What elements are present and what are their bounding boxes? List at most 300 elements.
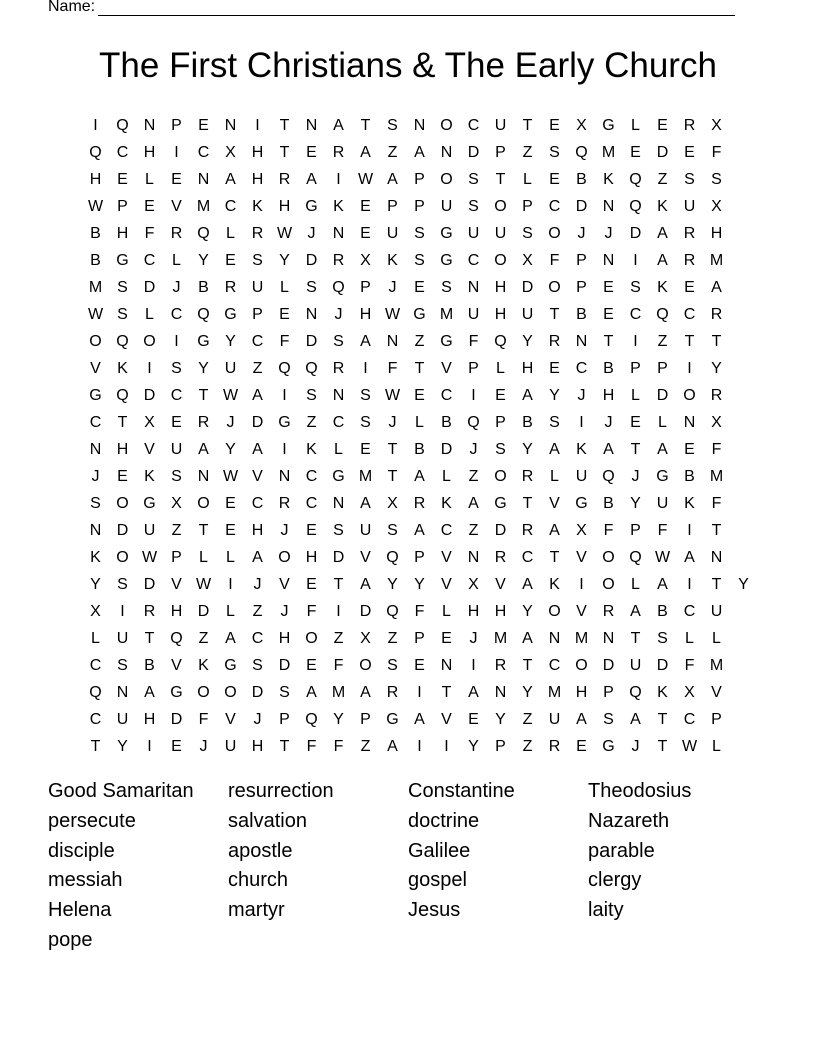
grid-letter[interactable]: R — [197, 414, 210, 431]
grid-letter[interactable]: S — [90, 495, 101, 512]
grid-letter[interactable]: W — [654, 549, 671, 566]
grid-letter[interactable]: C — [575, 360, 588, 377]
grid-letter[interactable]: S — [117, 657, 128, 674]
grid-letter[interactable]: R — [548, 738, 561, 755]
grid-letter[interactable]: S — [468, 171, 479, 188]
grid-letter[interactable]: D — [602, 657, 615, 674]
grid-letter[interactable]: Y — [198, 360, 209, 377]
grid-letter[interactable]: M — [574, 630, 589, 647]
grid-letter[interactable]: G — [224, 306, 237, 323]
grid-letter[interactable]: U — [548, 711, 561, 728]
grid-letter[interactable]: T — [144, 630, 155, 647]
grid-letter[interactable]: O — [494, 468, 507, 485]
grid-letter[interactable]: I — [633, 333, 638, 350]
grid-letter[interactable]: M — [88, 279, 103, 296]
grid-letter[interactable]: M — [547, 684, 562, 701]
grid-letter[interactable]: O — [224, 684, 237, 701]
grid-letter[interactable]: Y — [468, 738, 479, 755]
grid-letter[interactable]: U — [656, 495, 669, 512]
grid-letter[interactable]: G — [494, 495, 507, 512]
grid-letter[interactable]: G — [656, 468, 669, 485]
grid-letter[interactable]: I — [336, 603, 341, 620]
grid-letter[interactable]: M — [331, 684, 346, 701]
grid-letter[interactable]: U — [494, 225, 507, 242]
grid-letter[interactable]: B — [441, 414, 452, 431]
grid-letter[interactable]: U — [629, 657, 642, 674]
grid-letter[interactable]: Q — [629, 198, 642, 215]
grid-letter[interactable]: R — [602, 603, 615, 620]
grid-letter[interactable]: E — [306, 576, 317, 593]
grid-letter[interactable]: O — [278, 549, 291, 566]
grid-letter[interactable]: A — [360, 684, 371, 701]
grid-letter[interactable]: V — [441, 549, 452, 566]
grid-letter[interactable]: Z — [657, 333, 668, 350]
grid-letter[interactable]: W — [222, 468, 239, 485]
grid-letter[interactable]: Z — [657, 171, 668, 188]
grid-letter[interactable]: I — [282, 441, 287, 458]
grid-letter[interactable]: N — [224, 117, 237, 134]
grid-letter[interactable]: U — [116, 711, 129, 728]
grid-letter[interactable]: R — [143, 603, 156, 620]
grid-letter[interactable]: Z — [522, 738, 533, 755]
grid-letter[interactable]: Q — [89, 144, 102, 161]
grid-letter[interactable]: Z — [198, 630, 209, 647]
grid-letter[interactable]: R — [710, 387, 723, 404]
grid-letter[interactable]: D — [440, 441, 453, 458]
grid-letter[interactable]: S — [171, 468, 182, 485]
grid-letter[interactable]: Q — [89, 684, 102, 701]
grid-letter[interactable]: T — [522, 657, 533, 674]
grid-letter[interactable]: H — [359, 306, 372, 323]
grid-letter[interactable]: D — [251, 684, 264, 701]
grid-letter[interactable]: X — [90, 603, 101, 620]
grid-letter[interactable]: B — [414, 441, 425, 458]
grid-letter[interactable]: Z — [252, 603, 263, 620]
grid-letter[interactable]: I — [147, 360, 152, 377]
grid-letter[interactable]: T — [387, 441, 398, 458]
grid-letter[interactable]: A — [522, 630, 533, 647]
grid-letter[interactable]: R — [170, 225, 183, 242]
grid-letter[interactable]: L — [631, 387, 640, 404]
grid-letter[interactable]: C — [89, 657, 102, 674]
grid-letter[interactable]: F — [549, 252, 560, 269]
grid-letter[interactable]: T — [711, 333, 722, 350]
grid-letter[interactable]: K — [117, 360, 128, 377]
grid-letter[interactable]: R — [413, 495, 426, 512]
grid-letter[interactable]: Q — [494, 333, 507, 350]
grid-letter[interactable]: X — [711, 414, 722, 431]
grid-letter[interactable]: Y — [225, 333, 236, 350]
grid-letter[interactable]: C — [89, 711, 102, 728]
grid-letter[interactable]: F — [468, 333, 479, 350]
grid-letter[interactable]: O — [494, 198, 507, 215]
grid-letter[interactable]: S — [468, 198, 479, 215]
grid-letter[interactable]: J — [577, 225, 586, 242]
grid-letter[interactable]: U — [440, 198, 453, 215]
grid-letter[interactable]: A — [576, 711, 587, 728]
grid-letter[interactable]: O — [548, 603, 561, 620]
grid-letter[interactable]: J — [172, 279, 181, 296]
grid-letter[interactable]: B — [90, 252, 101, 269]
grid-letter[interactable]: J — [199, 738, 208, 755]
grid-letter[interactable]: H — [467, 603, 480, 620]
grid-letter[interactable]: E — [198, 117, 209, 134]
grid-letter[interactable]: K — [333, 198, 344, 215]
grid-letter[interactable]: J — [280, 522, 289, 539]
grid-letter[interactable]: L — [199, 549, 208, 566]
grid-letter[interactable]: I — [687, 576, 692, 593]
grid-letter[interactable]: J — [469, 441, 478, 458]
grid-letter[interactable]: L — [280, 279, 289, 296]
grid-letter[interactable]: S — [171, 360, 182, 377]
grid-letter[interactable]: P — [360, 279, 371, 296]
grid-letter[interactable]: Q — [116, 333, 129, 350]
grid-letter[interactable]: U — [224, 360, 237, 377]
grid-letter[interactable]: Q — [305, 711, 318, 728]
grid-letter[interactable]: L — [226, 225, 235, 242]
grid-letter[interactable]: T — [522, 495, 533, 512]
grid-letter[interactable]: E — [657, 117, 668, 134]
grid-letter[interactable]: W — [195, 576, 212, 593]
grid-letter[interactable]: N — [197, 468, 210, 485]
grid-letter[interactable]: B — [603, 495, 614, 512]
grid-letter[interactable]: I — [363, 360, 368, 377]
grid-letter[interactable]: A — [360, 495, 371, 512]
grid-letter[interactable]: K — [387, 252, 398, 269]
grid-letter[interactable]: Y — [117, 738, 128, 755]
grid-letter[interactable]: J — [577, 387, 586, 404]
grid-letter[interactable]: N — [467, 279, 480, 296]
grid-letter[interactable]: A — [252, 441, 263, 458]
grid-letter[interactable]: G — [224, 657, 237, 674]
grid-letter[interactable]: R — [332, 360, 345, 377]
grid-letter[interactable]: H — [494, 279, 507, 296]
grid-letter[interactable]: L — [442, 603, 451, 620]
grid-letter[interactable]: D — [332, 549, 345, 566]
grid-letter[interactable]: T — [387, 468, 398, 485]
grid-letter[interactable]: U — [359, 522, 372, 539]
grid-letter[interactable]: S — [279, 684, 290, 701]
grid-letter[interactable]: E — [603, 279, 614, 296]
grid-letter[interactable]: J — [604, 414, 613, 431]
grid-letter[interactable]: R — [683, 225, 696, 242]
grid-letter[interactable]: H — [143, 144, 156, 161]
grid-letter[interactable]: J — [226, 414, 235, 431]
grid-letter[interactable]: C — [629, 306, 642, 323]
grid-letter[interactable]: T — [684, 333, 695, 350]
grid-letter[interactable]: C — [305, 495, 318, 512]
grid-letter[interactable]: X — [225, 144, 236, 161]
grid-letter[interactable]: N — [440, 144, 453, 161]
grid-letter[interactable]: Q — [656, 306, 669, 323]
grid-letter[interactable]: X — [468, 576, 479, 593]
name-underline[interactable] — [98, 1, 735, 16]
grid-letter[interactable]: Y — [522, 441, 533, 458]
grid-letter[interactable]: D — [359, 603, 372, 620]
grid-letter[interactable]: Q — [116, 117, 129, 134]
grid-letter[interactable]: K — [144, 468, 155, 485]
grid-letter[interactable]: T — [549, 306, 560, 323]
grid-letter[interactable]: M — [709, 252, 724, 269]
grid-letter[interactable]: A — [360, 333, 371, 350]
grid-letter[interactable]: P — [495, 144, 506, 161]
grid-letter[interactable]: P — [252, 306, 263, 323]
grid-letter[interactable]: C — [251, 630, 264, 647]
grid-letter[interactable]: V — [144, 441, 155, 458]
grid-letter[interactable]: T — [630, 630, 641, 647]
grid-letter[interactable]: G — [440, 225, 453, 242]
grid-letter[interactable]: X — [387, 495, 398, 512]
grid-letter[interactable]: J — [307, 225, 316, 242]
grid-letter[interactable]: G — [143, 495, 156, 512]
grid-letter[interactable]: E — [414, 279, 425, 296]
grid-letter[interactable]: E — [144, 198, 155, 215]
grid-letter[interactable]: F — [711, 441, 722, 458]
grid-letter[interactable]: T — [711, 522, 722, 539]
grid-letter[interactable]: Y — [279, 252, 290, 269]
grid-letter[interactable]: G — [278, 414, 291, 431]
grid-letter[interactable]: Q — [629, 549, 642, 566]
grid-letter[interactable]: A — [333, 117, 344, 134]
grid-letter[interactable]: H — [710, 225, 723, 242]
grid-letter[interactable]: Z — [171, 522, 182, 539]
grid-letter[interactable]: J — [388, 279, 397, 296]
grid-letter[interactable]: X — [684, 684, 695, 701]
grid-letter[interactable]: M — [601, 144, 616, 161]
grid-letter[interactable]: O — [548, 279, 561, 296]
grid-letter[interactable]: Y — [414, 576, 425, 593]
grid-letter[interactable]: X — [576, 522, 587, 539]
grid-letter[interactable]: O — [440, 171, 453, 188]
grid-letter[interactable]: T — [630, 441, 641, 458]
grid-letter[interactable]: W — [681, 738, 698, 755]
grid-letter[interactable]: Z — [522, 144, 533, 161]
grid-letter[interactable]: H — [251, 522, 264, 539]
grid-letter[interactable]: A — [360, 144, 371, 161]
grid-letter[interactable]: Q — [467, 414, 480, 431]
grid-letter[interactable]: R — [548, 333, 561, 350]
grid-letter[interactable]: Y — [225, 441, 236, 458]
grid-letter[interactable]: L — [145, 306, 154, 323]
grid-letter[interactable]: N — [575, 333, 588, 350]
grid-letter[interactable]: S — [414, 225, 425, 242]
grid-letter[interactable]: N — [89, 522, 102, 539]
grid-letter[interactable]: E — [495, 387, 506, 404]
grid-letter[interactable]: C — [224, 198, 237, 215]
grid-letter[interactable]: P — [171, 117, 182, 134]
grid-letter[interactable]: T — [360, 117, 371, 134]
grid-letter[interactable]: Y — [549, 387, 560, 404]
grid-letter[interactable]: R — [386, 684, 399, 701]
grid-letter[interactable]: Q — [170, 630, 183, 647]
grid-letter[interactable]: L — [442, 468, 451, 485]
grid-letter[interactable]: A — [657, 252, 668, 269]
grid-letter[interactable]: E — [117, 171, 128, 188]
grid-letter[interactable]: R — [683, 252, 696, 269]
grid-letter[interactable]: C — [170, 387, 183, 404]
grid-letter[interactable]: G — [386, 711, 399, 728]
grid-letter[interactable]: F — [414, 603, 425, 620]
grid-letter[interactable]: Q — [386, 549, 399, 566]
grid-letter[interactable]: Z — [414, 333, 425, 350]
grid-letter[interactable]: S — [684, 171, 695, 188]
grid-letter[interactable]: Q — [116, 387, 129, 404]
grid-letter[interactable]: L — [631, 576, 640, 593]
grid-letter[interactable]: A — [522, 387, 533, 404]
grid-letter[interactable]: V — [441, 360, 452, 377]
grid-letter[interactable]: R — [494, 657, 507, 674]
grid-letter[interactable]: G — [170, 684, 183, 701]
grid-letter[interactable]: E — [360, 225, 371, 242]
grid-letter[interactable]: A — [657, 576, 668, 593]
grid-letter[interactable]: C — [467, 252, 480, 269]
grid-letter[interactable]: C — [440, 522, 453, 539]
grid-letter[interactable]: F — [333, 657, 344, 674]
grid-letter[interactable]: T — [117, 414, 128, 431]
grid-letter[interactable]: N — [89, 441, 102, 458]
grid-letter[interactable]: E — [225, 495, 236, 512]
grid-letter[interactable]: K — [576, 441, 587, 458]
grid-letter[interactable]: C — [305, 468, 318, 485]
grid-letter[interactable]: O — [602, 549, 615, 566]
grid-letter[interactable]: M — [439, 306, 454, 323]
grid-letter[interactable]: Q — [602, 468, 615, 485]
grid-letter[interactable]: S — [495, 441, 506, 458]
grid-letter[interactable]: K — [603, 171, 614, 188]
grid-letter[interactable]: G — [305, 198, 318, 215]
grid-letter[interactable]: E — [306, 657, 317, 674]
grid-letter[interactable]: V — [441, 711, 452, 728]
grid-letter[interactable]: W — [357, 171, 374, 188]
grid-letter[interactable]: C — [521, 549, 534, 566]
grid-letter[interactable]: Y — [738, 576, 749, 593]
grid-letter[interactable]: I — [417, 684, 422, 701]
grid-letter[interactable]: I — [687, 522, 692, 539]
grid-letter[interactable]: N — [197, 171, 210, 188]
grid-letter[interactable]: A — [225, 171, 236, 188]
grid-letter[interactable]: S — [387, 657, 398, 674]
grid-letter[interactable]: H — [521, 360, 534, 377]
grid-letter[interactable]: C — [197, 144, 210, 161]
grid-letter[interactable]: R — [521, 468, 534, 485]
grid-letter[interactable]: C — [170, 306, 183, 323]
grid-letter[interactable]: J — [604, 225, 613, 242]
grid-letter[interactable]: W — [384, 306, 401, 323]
grid-letter[interactable]: V — [576, 603, 587, 620]
grid-letter[interactable]: U — [521, 306, 534, 323]
grid-letter[interactable]: W — [384, 387, 401, 404]
grid-letter[interactable]: O — [683, 387, 696, 404]
grid-letter[interactable]: H — [494, 306, 507, 323]
grid-letter[interactable]: G — [440, 252, 453, 269]
grid-letter[interactable]: P — [414, 630, 425, 647]
grid-letter[interactable]: N — [143, 117, 156, 134]
grid-letter[interactable]: V — [360, 549, 371, 566]
grid-letter[interactable]: T — [90, 738, 101, 755]
grid-letter[interactable]: B — [576, 171, 587, 188]
grid-letter[interactable]: B — [657, 603, 668, 620]
grid-letter[interactable]: A — [657, 441, 668, 458]
grid-letter[interactable]: R — [521, 522, 534, 539]
grid-letter[interactable]: D — [305, 333, 318, 350]
grid-letter[interactable]: K — [198, 657, 209, 674]
grid-letter[interactable]: D — [656, 144, 669, 161]
grid-letter[interactable]: S — [441, 279, 452, 296]
grid-letter[interactable]: C — [251, 495, 264, 512]
grid-letter[interactable]: A — [549, 522, 560, 539]
grid-letter[interactable]: S — [387, 117, 398, 134]
grid-letter[interactable]: H — [494, 603, 507, 620]
grid-letter[interactable]: D — [656, 657, 669, 674]
grid-letter[interactable]: H — [278, 198, 291, 215]
grid-letter[interactable]: N — [710, 549, 723, 566]
grid-letter[interactable]: N — [683, 414, 696, 431]
grid-letter[interactable]: J — [334, 306, 343, 323]
grid-letter[interactable]: L — [334, 441, 343, 458]
grid-letter[interactable]: P — [495, 414, 506, 431]
grid-letter[interactable]: X — [711, 198, 722, 215]
grid-letter[interactable]: V — [252, 468, 263, 485]
grid-letter[interactable]: Z — [387, 630, 398, 647]
grid-letter[interactable]: I — [336, 171, 341, 188]
grid-letter[interactable]: N — [602, 630, 615, 647]
grid-letter[interactable]: P — [387, 198, 398, 215]
grid-letter[interactable]: O — [197, 495, 210, 512]
grid-letter[interactable]: A — [414, 144, 425, 161]
grid-letter[interactable]: A — [306, 684, 317, 701]
grid-letter[interactable]: O — [548, 225, 561, 242]
grid-letter[interactable]: J — [631, 468, 640, 485]
grid-letter[interactable]: E — [414, 657, 425, 674]
grid-letter[interactable]: I — [579, 414, 584, 431]
grid-letter[interactable]: R — [332, 144, 345, 161]
grid-letter[interactable]: K — [90, 549, 101, 566]
grid-letter[interactable]: W — [87, 306, 104, 323]
grid-letter[interactable]: H — [89, 171, 102, 188]
grid-letter[interactable]: Y — [711, 360, 722, 377]
grid-letter[interactable]: H — [251, 171, 264, 188]
grid-letter[interactable]: A — [630, 711, 641, 728]
grid-letter[interactable]: J — [388, 414, 397, 431]
grid-letter[interactable]: U — [143, 522, 156, 539]
grid-letter[interactable]: E — [279, 306, 290, 323]
grid-letter[interactable]: V — [711, 684, 722, 701]
grid-letter[interactable]: K — [441, 495, 452, 512]
grid-letter[interactable]: Y — [333, 711, 344, 728]
name-field[interactable] — [48, 0, 735, 16]
grid-letter[interactable]: O — [89, 333, 102, 350]
grid-letter[interactable]: E — [549, 117, 560, 134]
grid-letter[interactable]: K — [657, 684, 668, 701]
grid-letter[interactable]: Z — [522, 711, 533, 728]
grid-letter[interactable]: N — [440, 657, 453, 674]
grid-letter[interactable]: P — [495, 738, 506, 755]
grid-letter[interactable]: E — [549, 360, 560, 377]
grid-letter[interactable]: M — [709, 468, 724, 485]
grid-letter[interactable]: F — [711, 495, 722, 512]
grid-letter[interactable]: X — [144, 414, 155, 431]
grid-letter[interactable]: S — [117, 279, 128, 296]
grid-letter[interactable]: C — [143, 252, 156, 269]
grid-letter[interactable]: Y — [387, 576, 398, 593]
grid-letter[interactable]: C — [440, 387, 453, 404]
grid-letter[interactable]: F — [333, 738, 344, 755]
grid-letter[interactable]: O — [116, 495, 129, 512]
grid-letter[interactable]: B — [522, 414, 533, 431]
grid-letter[interactable]: U — [710, 603, 723, 620]
grid-letter[interactable]: D — [575, 198, 588, 215]
grid-letter[interactable]: Y — [90, 576, 101, 593]
